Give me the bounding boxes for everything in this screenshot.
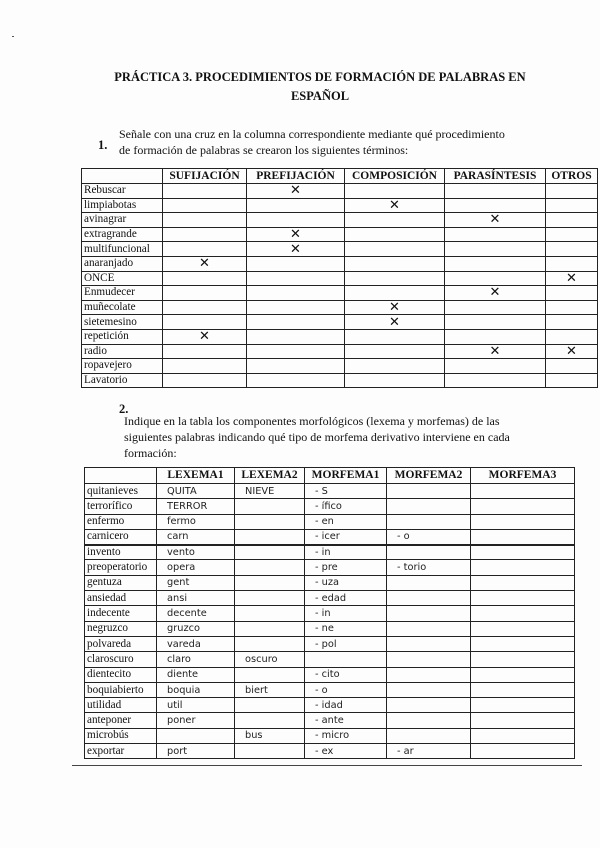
table2-answer-cell[interactable]: - ante [305, 713, 387, 728]
table1-mark-cell[interactable] [163, 359, 247, 374]
table2-answer-cell[interactable]: QUITA [157, 484, 235, 499]
table1-term: Enmudecer [82, 286, 163, 301]
table1-mark-cell[interactable]: ✕ [546, 344, 598, 359]
table2-word: gentuza [85, 575, 157, 590]
table2-answer-cell[interactable]: decente [157, 606, 235, 621]
table2-answer-cell[interactable]: ansi [157, 591, 235, 606]
table1-mark-cell[interactable] [163, 184, 247, 199]
table1-mark-cell[interactable] [345, 329, 445, 344]
table1-row [82, 359, 598, 374]
table1-row [82, 315, 598, 330]
table1-header-blank [82, 169, 163, 184]
table1-mark-cell[interactable] [445, 373, 546, 388]
table2-answer-cell[interactable]: NIEVE [235, 484, 305, 499]
table2-answer-cell[interactable]: vento [157, 545, 235, 560]
table1-term: sietemesino [82, 315, 163, 330]
table2-answer-cell[interactable]: gent [157, 575, 235, 590]
table2-answer-cell[interactable]: - ne [305, 621, 387, 636]
table2-answer-cell[interactable] [235, 575, 305, 590]
table1-header-1: SUFIJACIÓN [163, 169, 247, 184]
table2-answer-cell[interactable] [471, 621, 575, 636]
table1-mark-cell[interactable] [445, 329, 546, 344]
table1-mark-cell[interactable] [163, 344, 247, 359]
table2-answer-cell[interactable] [471, 575, 575, 590]
table1-mark-cell[interactable]: ✕ [247, 184, 345, 199]
table1-mark-cell[interactable] [546, 198, 598, 213]
scan-speck [12, 36, 14, 37]
table1-mark-cell[interactable] [163, 198, 247, 213]
table2-word: preoperatorio [85, 560, 157, 575]
table2-row [85, 575, 575, 590]
table1-mark-cell[interactable] [163, 213, 247, 228]
question-2-instruction-line-1: Indique en la tabla los componentes morfológicos (lexema y morfemas) de las [124, 414, 500, 428]
table1-mark-cell[interactable] [546, 315, 598, 330]
table2-answer-cell[interactable]: util [157, 698, 235, 713]
question-1-number: 1. [98, 138, 108, 152]
table1-mark-cell[interactable]: ✕ [445, 286, 546, 301]
table2-answer-cell[interactable]: claro [157, 652, 235, 667]
table2-answer-cell[interactable]: carn [157, 529, 235, 544]
table1-header-4: PARASÍNTESIS [445, 169, 546, 184]
table1-row [82, 184, 598, 199]
table2-answer-cell[interactable] [471, 682, 575, 697]
table2-answer-cell[interactable] [157, 728, 235, 743]
table2-answer-cell[interactable] [471, 499, 575, 514]
table1-term: limpiabotas [82, 198, 163, 213]
question-1-instruction-line-1: Señale con una cruz en la columna correspondiente mediante qué procedimiento [119, 127, 505, 141]
table2-answer-cell[interactable] [471, 744, 575, 759]
table1-mark-cell[interactable] [445, 242, 546, 257]
table1-mark-cell[interactable] [163, 227, 247, 242]
table2-answer-cell[interactable]: boquia [157, 682, 235, 697]
table1-mark-cell[interactable] [345, 373, 445, 388]
table1-mark-cell[interactable] [163, 373, 247, 388]
table2-answer-cell[interactable] [235, 514, 305, 529]
table1-row [82, 329, 598, 344]
table2-answer-cell[interactable] [235, 529, 305, 544]
table2-answer-cell[interactable] [387, 682, 471, 697]
table2-row [85, 636, 575, 651]
table2-answer-cell[interactable]: port [157, 744, 235, 759]
table1-mark-cell[interactable] [445, 271, 546, 286]
table2-word: invento [85, 545, 157, 560]
table1-mark-cell[interactable]: ✕ [247, 242, 345, 257]
table1-mark-cell[interactable] [345, 344, 445, 359]
table1-mark-cell[interactable] [247, 300, 345, 315]
table1-mark-cell[interactable] [546, 256, 598, 271]
table2-answer-cell[interactable] [387, 667, 471, 682]
table1-mark-cell[interactable] [247, 256, 345, 271]
table1-mark-cell[interactable] [546, 329, 598, 344]
table1-mark-cell[interactable] [445, 227, 546, 242]
table1-mark-cell[interactable] [345, 256, 445, 271]
table2-answer-cell[interactable] [235, 667, 305, 682]
table2-answer-cell[interactable] [235, 744, 305, 759]
table2-row [85, 728, 575, 743]
table1-header-5: OTROS [546, 169, 598, 184]
table1-mark-cell[interactable] [546, 213, 598, 228]
table1-mark-cell[interactable] [546, 227, 598, 242]
table2-answer-cell[interactable] [387, 621, 471, 636]
table1-term: extragrande [82, 227, 163, 242]
table1-row [82, 344, 598, 359]
table2-answer-cell[interactable] [471, 514, 575, 529]
table1-mark-cell[interactable] [247, 286, 345, 301]
table2-answer-cell[interactable] [235, 621, 305, 636]
table2-answer-cell[interactable] [235, 560, 305, 575]
table1-mark-cell[interactable]: ✕ [445, 213, 546, 228]
table1-term: avinagrar [82, 213, 163, 228]
table2-answer-cell[interactable] [235, 545, 305, 560]
table2-answer-cell[interactable]: - micro [305, 728, 387, 743]
table1-header-2: PREFIJACIÓN [247, 169, 345, 184]
table1-row [82, 213, 598, 228]
table2-header-2: LEXEMA2 [235, 468, 305, 484]
table2-row [85, 591, 575, 606]
table1-mark-cell[interactable] [345, 242, 445, 257]
table2-answer-cell[interactable] [471, 560, 575, 575]
formation-procedure-table [81, 168, 598, 388]
table2-header-blank [85, 468, 157, 484]
table2-answer-cell[interactable]: oscuro [235, 652, 305, 667]
table2-answer-cell[interactable] [387, 606, 471, 621]
table2-answer-cell[interactable] [387, 499, 471, 514]
table2-row [85, 529, 575, 544]
table1-mark-cell[interactable]: ✕ [345, 315, 445, 330]
table1-mark-cell[interactable] [163, 315, 247, 330]
question-2-instruction [124, 413, 510, 461]
table2-row [85, 545, 575, 560]
table1-mark-cell[interactable] [445, 300, 546, 315]
table2-answer-cell[interactable] [387, 545, 471, 560]
table2-row [85, 606, 575, 621]
table1-mark-cell[interactable] [247, 359, 345, 374]
table2-answer-cell[interactable] [471, 698, 575, 713]
table1-term: ropavejero [82, 359, 163, 374]
table2-answer-cell[interactable] [235, 591, 305, 606]
table2-word: polvareda [85, 636, 157, 651]
table2-answer-cell[interactable]: fermo [157, 514, 235, 529]
table2-answer-cell[interactable]: biert [235, 682, 305, 697]
table2-header-1: LEXEMA1 [157, 468, 235, 484]
table2-answer-cell[interactable]: gruzco [157, 621, 235, 636]
table1-mark-cell[interactable] [345, 227, 445, 242]
table1-mark-cell[interactable] [445, 315, 546, 330]
question-2-number: 2. [119, 402, 129, 416]
table1-mark-cell[interactable] [546, 359, 598, 374]
table2-answer-cell[interactable]: - in [305, 606, 387, 621]
table1-term: multifuncional [82, 242, 163, 257]
table2-answer-cell[interactable]: - pol [305, 636, 387, 651]
question-2-instruction-line-3: formación: [124, 446, 177, 460]
morphological-components-table [84, 467, 575, 759]
table1-mark-cell[interactable]: ✕ [163, 329, 247, 344]
table2-answer-cell[interactable]: - cito [305, 667, 387, 682]
table2-word: indecente [85, 606, 157, 621]
table1-mark-cell[interactable] [163, 286, 247, 301]
table2-answer-cell[interactable] [235, 698, 305, 713]
question-2-instruction-line-2: siguientes palabras indicando qué tipo de morfema derivativo interviene en cada [124, 430, 510, 444]
table2-answer-cell[interactable]: - idad [305, 698, 387, 713]
table2-word: enfermo [85, 514, 157, 529]
table1-mark-cell[interactable] [546, 300, 598, 315]
table2-answer-cell[interactable]: - ex [305, 744, 387, 759]
table2-row [85, 484, 575, 499]
table1-mark-cell[interactable] [163, 271, 247, 286]
table2-answer-cell[interactable] [471, 713, 575, 728]
table2-row [85, 621, 575, 636]
table2-answer-cell[interactable]: diente [157, 667, 235, 682]
table1-row [82, 300, 598, 315]
table2-answer-cell[interactable] [387, 636, 471, 651]
table2-answer-cell[interactable]: - ífico [305, 499, 387, 514]
table2-row [85, 682, 575, 697]
table2-answer-cell[interactable] [305, 652, 387, 667]
table1-mark-cell[interactable] [445, 359, 546, 374]
table1-mark-cell[interactable] [445, 198, 546, 213]
table1-mark-cell[interactable] [345, 359, 445, 374]
table2-word: boquiabierto [85, 682, 157, 697]
table2-answer-cell[interactable] [471, 529, 575, 544]
table2-answer-cell[interactable] [235, 713, 305, 728]
table2-answer-cell[interactable]: - uza [305, 575, 387, 590]
table1-term: ONCE [82, 271, 163, 286]
table2-answer-cell[interactable] [387, 575, 471, 590]
table2-answer-cell[interactable]: vareda [157, 636, 235, 651]
table2-word: anteponer [85, 713, 157, 728]
table2-answer-cell[interactable] [471, 606, 575, 621]
table2-answer-cell[interactable] [471, 667, 575, 682]
table1-mark-cell[interactable] [546, 373, 598, 388]
table1-mark-cell[interactable] [247, 329, 345, 344]
table2-answer-cell[interactable] [387, 698, 471, 713]
table1-mark-cell[interactable]: ✕ [345, 300, 445, 315]
table1-row [82, 286, 598, 301]
table2-answer-cell[interactable]: poner [157, 713, 235, 728]
table1-mark-cell[interactable] [345, 286, 445, 301]
table2-word: ansiedad [85, 591, 157, 606]
table1-term: anaranjado [82, 256, 163, 271]
table1-row [82, 256, 598, 271]
table2-row [85, 667, 575, 682]
table1-mark-cell[interactable] [445, 184, 546, 199]
table1-row [82, 227, 598, 242]
table2-answer-cell[interactable]: TERROR [157, 499, 235, 514]
table2-answer-cell[interactable] [471, 484, 575, 499]
table2-word: terrorífico [85, 499, 157, 514]
table2-answer-cell[interactable]: - pre [305, 560, 387, 575]
table1-mark-cell[interactable] [247, 344, 345, 359]
table1-mark-cell[interactable] [546, 184, 598, 199]
table2-answer-cell[interactable]: - torio [387, 560, 471, 575]
table2-answer-cell[interactable] [387, 484, 471, 499]
table1-row [82, 373, 598, 388]
table2-answer-cell[interactable] [387, 514, 471, 529]
table2-word: microbús [85, 728, 157, 743]
table2-answer-cell[interactable] [235, 499, 305, 514]
table1-row [82, 242, 598, 257]
table2-answer-cell[interactable] [471, 591, 575, 606]
table2-answer-cell[interactable]: - en [305, 514, 387, 529]
table1-mark-cell[interactable] [247, 373, 345, 388]
page-title-line-1: PRÁCTICA 3. PROCEDIMIENTOS DE FORMACIÓN DE PALABRAS EN [114, 70, 526, 84]
table1-row [82, 271, 598, 286]
bottom-rule [72, 765, 582, 766]
table1-mark-cell[interactable] [247, 198, 345, 213]
table2-answer-cell[interactable] [471, 728, 575, 743]
table1-mark-cell[interactable] [546, 242, 598, 257]
table2-answer-cell[interactable]: - icer [305, 529, 387, 544]
table1-mark-cell[interactable] [445, 256, 546, 271]
table1-mark-cell[interactable]: ✕ [247, 227, 345, 242]
table2-word: claroscuro [85, 652, 157, 667]
table2-answer-cell[interactable] [387, 652, 471, 667]
table1-mark-cell[interactable] [163, 242, 247, 257]
question-1-instruction-line-2: de formación de palabras se crearon los siguientes términos: [119, 143, 409, 157]
table1-mark-cell[interactable] [247, 315, 345, 330]
table2-answer-cell[interactable]: - edad [305, 591, 387, 606]
table1-row [82, 198, 598, 213]
table2-word: exportar [85, 744, 157, 759]
table1-mark-cell[interactable]: ✕ [546, 271, 598, 286]
table1-term: Lavatorio [82, 373, 163, 388]
table2-header-3: MORFEMA1 [305, 468, 387, 484]
table2-answer-cell[interactable] [471, 545, 575, 560]
table1-mark-cell[interactable]: ✕ [163, 256, 247, 271]
table2-word: negruzco [85, 621, 157, 636]
table2-answer-cell[interactable]: - o [387, 529, 471, 544]
table1-term: radio [82, 344, 163, 359]
table2-row [85, 744, 575, 759]
table2-header-5: MORFEMA3 [471, 468, 575, 484]
table2-word: utilidad [85, 698, 157, 713]
table2-row [85, 560, 575, 575]
table1-mark-cell[interactable] [345, 213, 445, 228]
table2-answer-cell[interactable]: - in [305, 545, 387, 560]
table2-answer-cell[interactable]: - o [305, 682, 387, 697]
table1-header-3: COMPOSICIÓN [345, 169, 445, 184]
table1-mark-cell[interactable]: ✕ [345, 198, 445, 213]
table2-answer-cell[interactable]: bus [235, 728, 305, 743]
table2-word: quitanieves [85, 484, 157, 499]
table1-mark-cell[interactable] [163, 300, 247, 315]
table2-answer-cell[interactable] [235, 636, 305, 651]
table1-mark-cell[interactable] [247, 213, 345, 228]
table2-answer-cell[interactable] [235, 606, 305, 621]
table2-answer-cell[interactable]: - ar [387, 744, 471, 759]
table2-row [85, 514, 575, 529]
table2-answer-cell[interactable] [387, 713, 471, 728]
page-title-line-2: ESPAÑOL [290, 89, 350, 103]
table2-answer-cell[interactable]: opera [157, 560, 235, 575]
page-title [60, 68, 580, 106]
table2-answer-cell[interactable] [471, 652, 575, 667]
table2-row [85, 713, 575, 728]
table2-row [85, 499, 575, 514]
table1-mark-cell[interactable] [546, 286, 598, 301]
table1-mark-cell[interactable] [345, 271, 445, 286]
table1-mark-cell[interactable] [247, 271, 345, 286]
table1-term: repetición [82, 329, 163, 344]
question-1-instruction [119, 126, 505, 158]
table2-answer-cell[interactable] [387, 591, 471, 606]
table1-mark-cell[interactable]: ✕ [445, 344, 546, 359]
table2-answer-cell[interactable] [471, 636, 575, 651]
table2-row [85, 698, 575, 713]
table1-term: Rebuscar [82, 184, 163, 199]
table2-header-4: MORFEMA2 [387, 468, 471, 484]
table1-term: muñecolate [82, 300, 163, 315]
table2-answer-cell[interactable]: - S [305, 484, 387, 499]
table2-word: dientecito [85, 667, 157, 682]
table2-word: carnicero [85, 529, 157, 544]
table1-mark-cell[interactable] [345, 184, 445, 199]
table2-row [85, 652, 575, 667]
table2-answer-cell[interactable] [387, 728, 471, 743]
